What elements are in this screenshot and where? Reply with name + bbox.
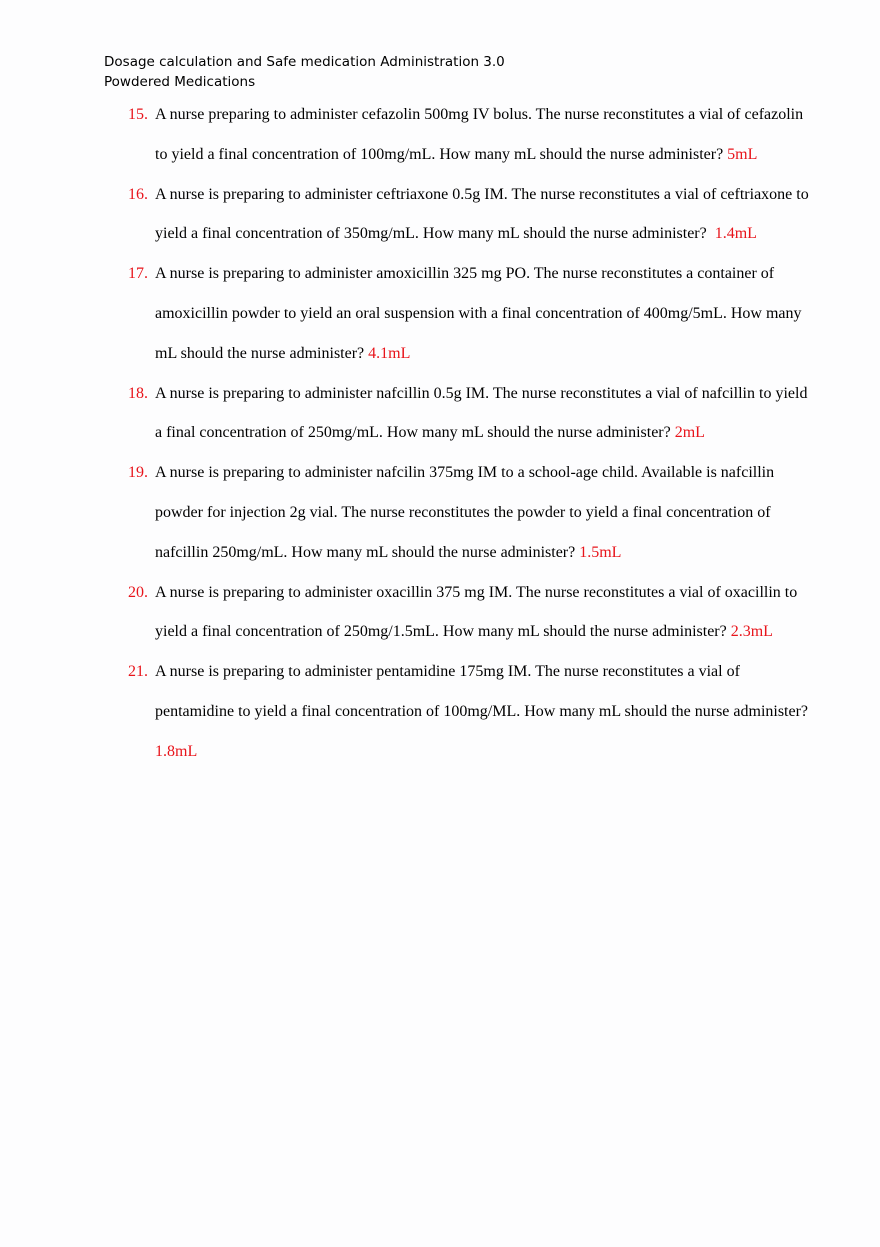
- question-item-21: [128, 652, 818, 771]
- question-number: 19.: [128, 464, 148, 482]
- question-number: 17.: [128, 265, 148, 283]
- answer-text: 1.8mL: [155, 742, 198, 760]
- question-item-20: [128, 573, 818, 653]
- answer-text: 1.5mL: [579, 543, 622, 561]
- question-number: 20.: [128, 583, 148, 601]
- answer-text: 2mL: [674, 424, 705, 442]
- question-text: A nurse is preparing to administer ceftriaxone 0.5g IM. The nurse reconstitutes a vial of ceftriaxone to yield a final concentration of 350mg/mL. How many mL should the nurse administer?: [155, 185, 813, 243]
- question-item-19: [128, 453, 818, 572]
- question-text: A nurse is preparing to administer pentamidine 175mg IM. The nurse reconstitutes a vial of pentamidine to yield a final concentration of 100mg/ML. How many mL should the nurse administer?: [155, 663, 809, 720]
- question-item-18: [128, 374, 818, 454]
- question-number: 18.: [128, 384, 148, 402]
- question-item-15: [128, 95, 818, 175]
- answer-text: 5mL: [727, 145, 758, 163]
- question-number: 15.: [128, 106, 148, 123]
- question-text: A nurse is preparing to administer amoxicillin 325 mg PO. The nurse reconstitutes a container of amoxicillin powder to yield an oral suspension with a final concentration of 400mg/5mL. How many mL should the nurse administer?: [155, 265, 802, 362]
- question-item-16: [128, 175, 818, 255]
- question-text: A nurse is preparing to administer nafcilin 375mg IM to a school-age child. Available is nafcillin powder for injection 2g vial. The nurse reconstitutes the powder to yield a final concentration of nafcillin 250mg/mL. How many mL should the nurse administer?: [155, 464, 775, 561]
- header-section-title: Powdered Medications: [104, 74, 256, 90]
- header-course-title: Dosage calculation and Safe medication Administration 3.0: [104, 54, 505, 70]
- question-text: A nurse is preparing to administer oxacillin 375 mg IM. The nurse reconstitutes a vial of oxacillin to yield a final concentration of 250mg/1.5mL. How many mL should the nurse administer?: [155, 583, 798, 641]
- question-text: A nurse is preparing to administer nafcillin 0.5g IM. The nurse reconstitutes a vial of nafcillin to yield a final concentration of 250mg/mL. How many mL should the nurse administer?: [155, 384, 808, 442]
- question-item-17: [128, 254, 818, 373]
- question-list: [128, 95, 818, 772]
- question-number: 21.: [128, 663, 148, 681]
- page-header: [104, 52, 505, 92]
- answer-text: 1.4mL: [714, 225, 757, 243]
- question-text: A nurse preparing to administer cefazolin 500mg IV bolus. The nurse reconstitutes a vial of cefazolin to yield a final concentration of 100mg/mL. How many mL should the nurse administer?: [155, 106, 804, 163]
- answer-text: 4.1mL: [368, 344, 411, 362]
- answer-text: 2.3mL: [730, 623, 773, 641]
- question-number: 16.: [128, 185, 148, 203]
